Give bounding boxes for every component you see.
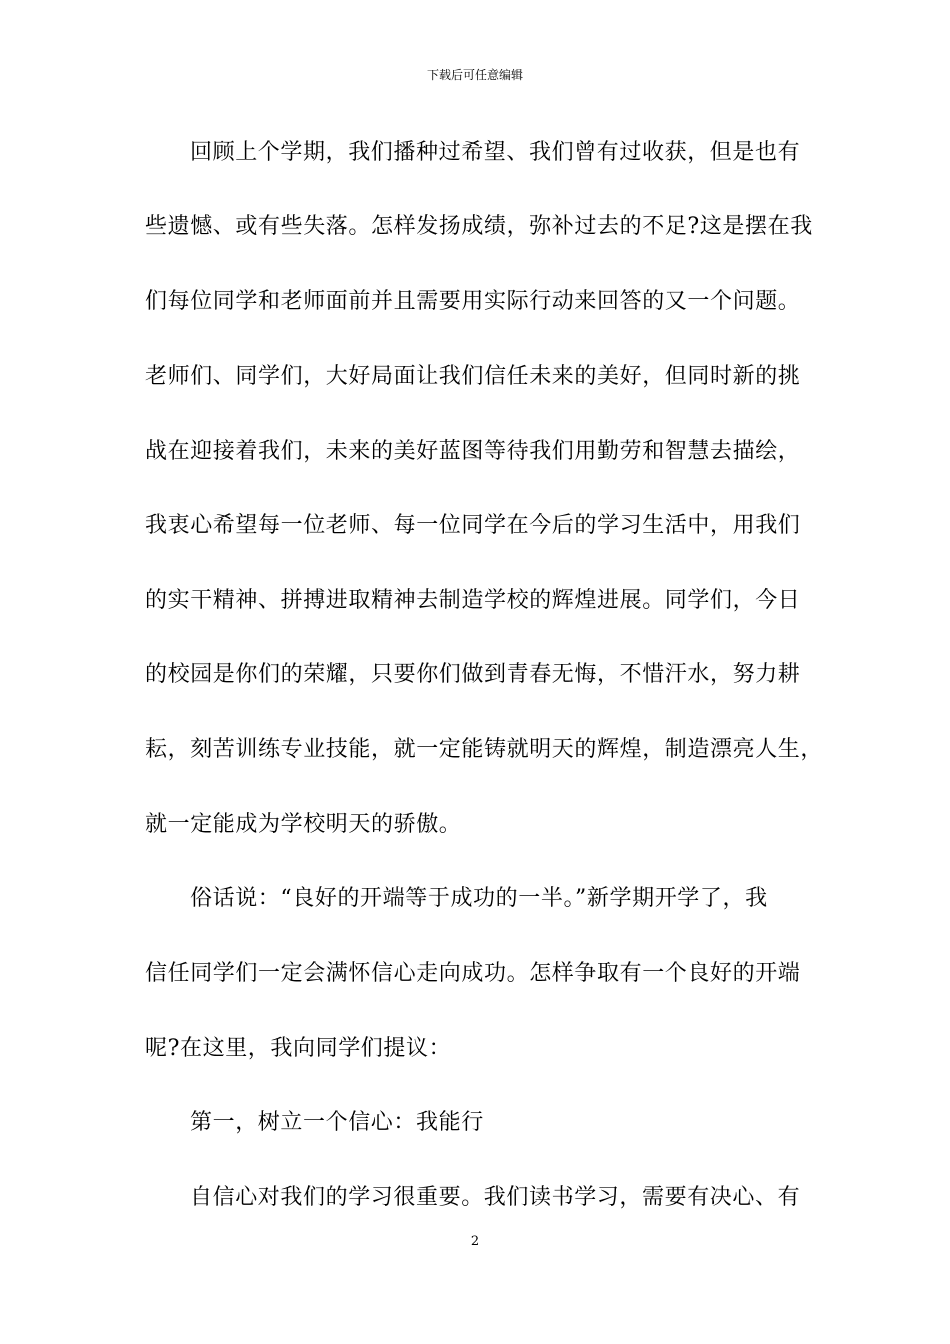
body-line: 呢?在这里，我向同学们提议： [145,1036,452,1061]
page-header: 下载后可任意编辑 [426,68,523,82]
body-line: 我衷心希望每一位老师、每一位同学在今后的学习生活中，用我们 [145,513,801,538]
body-line: 的实干精神、拼搏进取精神去制造学校的辉煌进展。同学们，今日 [145,588,801,613]
body-line: 信任同学们一定会满怀信心走向成功。怎样争取有一个良好的开端 [145,961,801,986]
body-line: 俗话说：“良好的开端等于成功的一半。”新学期开学了，我 [190,886,768,911]
body-line: 耘，刻苦训练专业技能，就一定能铸就明天的辉煌，制造漂亮人生， [145,737,824,762]
page-number: 2 [470,1234,480,1249]
body-line: 些遗憾、或有些失落。怎样发扬成绩，弥补过去的不足?这是摆在我 [145,214,813,239]
body-line: 自信心对我们的学习很重要。我们读书学习，需要有决心、有 [190,1185,801,1210]
body-line: 们每位同学和老师面前并且需要用实际行动来回答的又一个问题。 [145,289,801,314]
body-line: 的校园是你们的荣耀，只要你们做到青春无悔，不惜汗水，努力耕 [145,662,801,687]
body-line: 第一，树立一个信心：我能行 [190,1110,484,1135]
body-line: 战在迎接着我们，未来的美好蓝图等待我们用勤劳和智慧去描绘， [145,439,801,464]
body-line: 老师们、同学们，大好局面让我们信任未来的美好，但同时新的挑 [145,364,801,389]
body-line: 回顾上个学期，我们播种过希望、我们曾有过收获，但是也有 [190,140,801,165]
body-line: 就一定能成为学校明天的骄傲。 [145,812,462,837]
